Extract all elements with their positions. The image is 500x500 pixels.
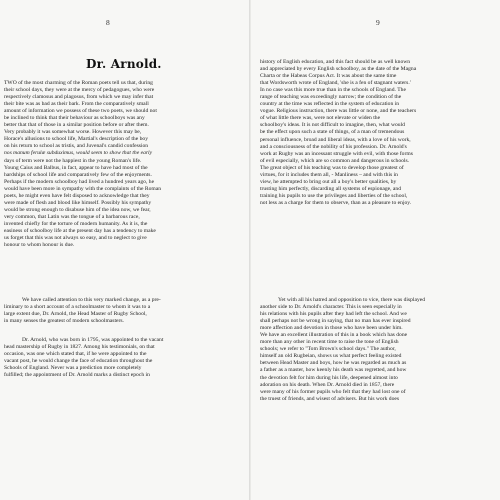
text-line: We have called attention to this very marked change, as a pre-: [22, 297, 161, 303]
text-line: and appreciated by every English schoolboy, as the date of the Magna: [260, 66, 417, 73]
text-line: not less as a charge for them to observe, than as a pleasure to enjoy.: [260, 199, 412, 206]
text-line: poets, he might even have felt disposed to acknowledge that they: [4, 192, 150, 199]
text-line: Charta or the Habeas Corpus Act. It was about the same time: [260, 73, 397, 80]
text-line: be inclined to think that their behaviour as schoolboys was any: [4, 115, 145, 122]
text-line: would be strong enough to disabuse him of the idea now, we fear,: [4, 206, 151, 213]
text-line: the devotion felt for him during his life, deepened almost into: [260, 374, 398, 381]
text-line: view, he attempted to bring out all a boy's better qualities, by: [260, 178, 397, 185]
text-line: personal influence, broad and liberal ideas, with a love of his work,: [260, 136, 411, 143]
text-line: were made of flesh and blood like himself. Possibly his sympathy: [4, 199, 152, 206]
paragraph: [260, 59, 496, 207]
text-line: We have an excellent illustration of this in a book which has done: [260, 332, 408, 339]
text-line: head mastership of Rugby in 1827. Among his testimonials, on that: [4, 344, 155, 351]
text-line: hardships of school life and comparatively few of the enjoyments.: [4, 171, 152, 178]
text-line: invented chiefly for the torture of modern humanity. As it is, the: [4, 220, 148, 227]
right-page: [250, 0, 500, 500]
page-number: 9: [376, 18, 380, 27]
text-line: history of English education, and this fact should be as well known: [260, 59, 411, 65]
text-line: between Head Master and boys, how he was regarded as much as: [260, 360, 407, 367]
text-line: vogue. Religious instruction, there was little or none, and the teachers: [260, 108, 417, 115]
text-line: their school days, they were at the mercy of pedagogues, who were: [4, 87, 155, 94]
text-line: virtues, for it includes them all, - Manliness – and with this in: [260, 171, 398, 178]
text-line: the truest of friends, and wisest of advisers. But his work does: [260, 395, 400, 402]
text-line: of what little there was, were not elevate or widen the: [260, 115, 381, 122]
chapter-title: Dr. Arnold.: [86, 57, 162, 71]
paragraph: [4, 297, 240, 325]
text-line: in many senses the greatest of modern schoolmasters.: [4, 318, 124, 325]
text-line: Horace's allusions to school life, Martial's description of the boy: [4, 136, 149, 143]
text-line: adoration on his death. When Dr. Arnold died in 1857, there: [260, 381, 395, 388]
text-line: us forget that this was not always so easy, and to neglect to give: [4, 235, 147, 242]
text-line: The great object of his teaching was to develop those greatest of: [260, 164, 404, 171]
text-line: another side to Dr. Arnold's character. This is seen especially in: [260, 304, 402, 311]
page-number: 8: [106, 18, 110, 27]
text-line: liminary to a short account of a schoolmaster to whom it was to a: [4, 304, 151, 311]
text-line: In no case was this more true than in the schools of England. The: [260, 87, 406, 94]
text-line: their bite was as bad as their bark. From the comparatively small: [4, 101, 149, 108]
text-line: vacant post, he would change the face of education throughout the: [4, 358, 153, 365]
text-line: work at Rugby was an incessant struggle with evil, with those forms: [260, 150, 413, 157]
text-line: Dr. Arnold, who was born in 1795, was appointed to the vacant: [22, 337, 164, 343]
paragraph: [4, 80, 240, 249]
text-line: his relations with his pupils after they had left the school. And we: [260, 311, 407, 318]
text-line: fulfilled; the appointment of Dr. Arnold marks a distinct epoch in: [4, 372, 150, 379]
text-line: were many of his former pupils who felt that they had lost one of: [260, 388, 406, 395]
text-line: country at the time was reflected in the system of education in: [260, 101, 400, 108]
text-line: range of teaching was exceedingly narrow; the condition of the: [260, 94, 402, 101]
text-line: Very probably it was somewhat worse. However this may be,: [4, 129, 142, 136]
text-line: honour to whom honour is due.: [4, 242, 75, 249]
text-line: would have been more in sympathy with the complaints of the Roman: [4, 185, 162, 192]
text-line: and a consciousness of the nobility of his profession. Dr. Arnold's: [260, 143, 407, 150]
text-line: himself an old Rugbeian, shows us what perfect feeling existed: [260, 353, 402, 360]
text-line: large extent due, Dr. Arnold, the Head Master of Rugby School,: [4, 311, 147, 318]
text-line: Schools of England. Never was a prediction more completely: [4, 365, 142, 372]
text-line: TWO of the most charming of the Roman poets tell us that, during: [4, 80, 153, 86]
text-line: schools; we refer to "Tom Brown's school days." The author,: [260, 346, 396, 353]
text-line: very common, that Latin was the tongue of a barbarous race,: [4, 213, 140, 220]
text-line: training his pupils to use the privileges and liberties of the school,: [260, 192, 408, 199]
text-line: trusting him perfectly, discarding all systems of espionage, and: [260, 185, 402, 192]
text-line: more than any other in recent time to raise the tone of English: [260, 339, 399, 346]
text-line: Perhaps if the modern schoolboy had lived a hundred years ago, he: [4, 178, 155, 185]
text-line: schoolboy's ideas. It is not difficult to imagine, then, what would: [260, 122, 405, 129]
text-line: Yet with all his hatred and opposition to vice, there was displayed: [278, 297, 426, 303]
text-line: on his return to school as tristis, and Juvenal's candid confession: [4, 143, 149, 150]
text-line: more affection and devotion in those who have been under him.: [260, 325, 403, 332]
text-line: that Wordsworth wrote of England, 'she is a fen of stagnant waters.': [260, 80, 411, 87]
text-line: days of term were not the happiest in the young Roman's life.: [4, 157, 142, 164]
text-line: a father as a master, how keenly his death was regretted, and how: [260, 367, 407, 374]
text-line: easiness of schoolboy life at the present day has a tendency to make: [4, 227, 156, 234]
text-line: nos manum ferulæ subduximus, would seem to show that the early: [4, 150, 153, 157]
text-line: respectively clamosus and plagosus, from which we may infer that: [4, 94, 154, 101]
paragraph: [4, 337, 240, 379]
text-line: of evil especially, which are so common and dangerous in schools.: [260, 157, 410, 164]
text-line: occasion, was one which stated that, if he were appointed to the: [4, 351, 147, 358]
text-line: shall perhaps not be wrong in saying, that no man has ever inspired: [260, 318, 411, 325]
text-line: Young Caius and Balbus, in fact, appear to have had most of the: [4, 164, 148, 171]
text-line: better that that of those in a similar position before or after them.: [4, 122, 149, 129]
paragraph: [260, 297, 496, 403]
text-line: amount of information we possess of these two poets, we should not: [4, 108, 157, 115]
text-line: be the effect upon such a state of things, of a man of tremendous: [260, 129, 405, 136]
